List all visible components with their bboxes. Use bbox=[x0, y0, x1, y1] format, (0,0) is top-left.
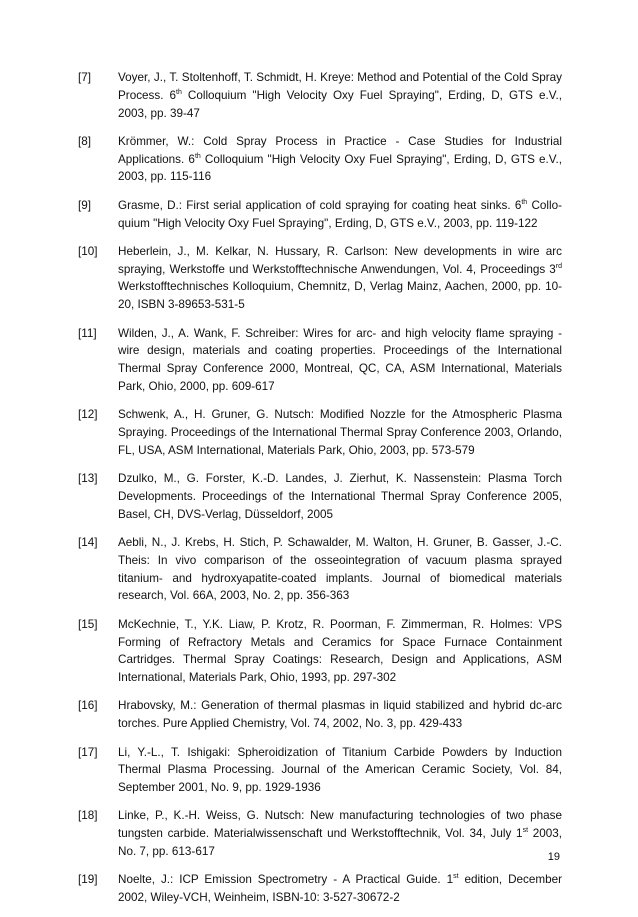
superscript: th bbox=[521, 198, 528, 206]
reference-item bbox=[78, 871, 562, 907]
reference-item bbox=[78, 470, 562, 523]
reference-number: [16] bbox=[78, 699, 98, 713]
superscript: th bbox=[176, 88, 182, 96]
reference-item bbox=[78, 616, 562, 687]
text-run: Schwenk, A., H. Gruner, G. Nutsch: Modified Nozzle for the Atmospheric Plasma Spraying. Proceedings of the International Thermal Spray Conference 2003, Orlando, FL, USA, ASM International, Materials Park, Ohio, 2003, pp. 573-579 bbox=[118, 408, 562, 457]
reference-text bbox=[118, 616, 562, 687]
text-run: Colloquium "High Velocity Oxy Fuel Spraying", Erding, D, GTS e.V., 2003, pp. 115-116 bbox=[118, 152, 563, 184]
reference-number: [11] bbox=[78, 326, 97, 340]
superscript: st bbox=[522, 827, 529, 835]
text-run: Voyer, J., T. Stoltenhoff, T. Schmidt, H. Kreye: Method and Potential of the Cold Spray Process. 6 bbox=[118, 71, 562, 102]
reference-list bbox=[78, 69, 562, 917]
reference-item bbox=[78, 697, 562, 733]
reference-text bbox=[118, 197, 562, 233]
reference-text bbox=[118, 807, 562, 860]
reference-number: [15] bbox=[78, 617, 98, 631]
reference-number: [7] bbox=[78, 71, 91, 84]
reference-text bbox=[118, 325, 562, 396]
reference-item bbox=[78, 197, 562, 233]
reference-text bbox=[118, 470, 562, 523]
reference-number: [13] bbox=[78, 472, 98, 486]
text-run: Noelte, J.: ICP Emission Spectrometry - A Practical Guide. 1 bbox=[118, 873, 454, 887]
reference-number: [12] bbox=[78, 408, 98, 422]
reference-text bbox=[118, 69, 562, 122]
reference-item bbox=[78, 243, 562, 314]
text-run: Hrabovsky, M.: Generation of thermal plasmas in liquid stabilized and hybrid dc-arc torches. Pure Applied Chemistry, Vol. 74, 2002, No. 3, pp. 429-433 bbox=[118, 699, 562, 731]
reference-text bbox=[118, 243, 562, 314]
reference-item bbox=[78, 133, 562, 186]
text-run: Krömmer, W.: Cold Spray Process in Practice - Case Studies for Industrial Applications. 6 bbox=[118, 134, 562, 166]
reference-item bbox=[78, 807, 562, 860]
reference-text bbox=[118, 133, 562, 186]
reference-text bbox=[118, 744, 562, 797]
reference-item bbox=[78, 69, 562, 122]
text-run: Wilden, J., A. Wank, F. Schreiber: Wires for arc- and high velocity flame spraying - wire design, materials and coating properties. Proceedings of the International Thermal Spray Conference 2000, Montreal, QC, CA, ASM International, Materials Park, Ohio, 2000, pp. 609-617 bbox=[118, 326, 562, 393]
text-run: Werkstofftechnisches Kolloquium, Chemnitz, D, Verlag Mainz, Aachen, 2000, pp. 10-20, ISBN 3-89653-531-5 bbox=[118, 280, 562, 312]
reference-text bbox=[118, 871, 562, 907]
text-run: Aebli, N., J. Krebs, H. Stich, P. Schawalder, M. Walton, H. Gruner, B. Gasser, J.-C. Theis: In vivo comparison of the osseointegration of vacuum plasma sprayed titanium- and hydroxyapatite-coated implants. Journal of biomedical materials research, Vol. 66A, 2003, No. 2, pp. 356-363 bbox=[118, 536, 562, 603]
superscript: rd bbox=[555, 262, 562, 270]
text-run: Linke, P., K.-H. Weiss, G. Nutsch: New manufacturing technologies of two phase tungsten carbide. Materialwissenschaft und Werkstofftechnik, Vol. 34, July 1 bbox=[118, 809, 562, 841]
reference-number: [8] bbox=[78, 134, 91, 148]
reference-number: [14] bbox=[78, 536, 98, 550]
text-run: edition, December 2002, Wiley-VCH, Weinheim, ISBN-10: 3-527-30672-2 bbox=[118, 873, 562, 905]
text-run: Dzulko, M., G. Forster, K.-D. Landes, J. Zierhut, K. Nassenstein: Plasma Torch Developments. Proceedings of the International Thermal Spray Conference 2005, Basel, CH, DVS-Verlag, Düsseldorf, 2005 bbox=[118, 472, 562, 521]
text-run: Collo-quium "High Velocity Oxy Fuel Spraying", Erding, D, GTS e.V., 2003, pp. 119-122 bbox=[118, 198, 562, 230]
text-run: 2003, No. 7, pp. 613-617 bbox=[118, 827, 563, 858]
reference-item bbox=[78, 534, 562, 605]
text-run: Grasme, D.: First serial application of cold spraying for coating heat sinks. 6 bbox=[118, 198, 522, 212]
reference-item bbox=[78, 325, 562, 396]
superscript: th bbox=[194, 152, 201, 160]
text-run: Heberlein, J., M. Kelkar, N. Hussary, R. Carlson: New developments in wire arc spraying, Werkstoffe und Werkstofftechnische Anwendungen, Vol. 4, Proceedings 3 bbox=[118, 244, 562, 276]
reference-number: [10] bbox=[78, 244, 98, 258]
reference-number: [9] bbox=[78, 198, 91, 212]
reference-item bbox=[78, 744, 562, 797]
reference-number: [17] bbox=[78, 745, 98, 759]
superscript: st bbox=[453, 873, 459, 881]
text-run: Colloquium "High Velocity Oxy Fuel Spraying", Erding, D, GTS e.V., 2003, pp. 39-47 bbox=[118, 88, 562, 120]
reference-item bbox=[78, 406, 562, 459]
reference-text bbox=[118, 697, 562, 733]
reference-text bbox=[118, 406, 562, 459]
page-number: 19 bbox=[547, 851, 560, 863]
reference-text bbox=[118, 534, 562, 605]
reference-number: [19] bbox=[78, 873, 98, 887]
text-run: Li, Y.-L., T. Ishigaki: Spheroidization of Titanium Carbide Powders by Induction Thermal Plasma Processing. Journal of the American Ceramic Society, Vol. 84, September 2001, No. 9, pp. 1929-1936 bbox=[118, 745, 562, 795]
text-run: McKechnie, T., Y.K. Liaw, P. Krotz, R. Poorman, F. Zimmerman, R. Holmes: VPS Forming of Refractory Metals and Ceramics for Space Furnace Containment Cartridges. Thermal Spray Coatings: Research, Design and Applications, ASM International, Materials Park, Ohio, 1993, pp. 297-302 bbox=[118, 617, 562, 685]
reference-number: [18] bbox=[78, 809, 98, 823]
